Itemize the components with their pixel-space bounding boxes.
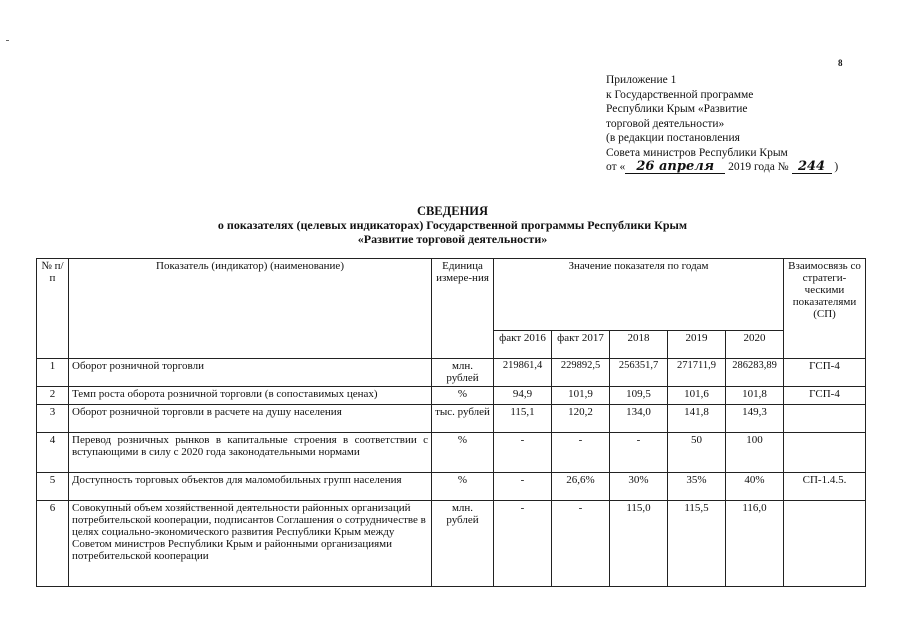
header-year: 2018 [610,331,668,359]
row-value: 115,0 [610,501,668,587]
row-indicator: Доступность торговых объектов для маломобильных групп населения [69,473,432,501]
table-row [37,433,866,473]
appendix-date-line [606,160,838,175]
header-num: № п/п [37,259,69,359]
header-year: 2019 [668,331,726,359]
appendix-line: Совета министров Республики Крым [606,146,788,159]
scan-mark [6,40,9,41]
row-link [784,433,866,473]
row-num: 1 [37,359,69,387]
table-row [37,473,866,501]
row-value: - [552,501,610,587]
row-value: 30% [610,473,668,501]
header-values: Значение показателя по годам [494,259,784,331]
row-unit: тыс. рублей [432,405,494,433]
document-subtitle-2: «Развитие торговой деятельности» [357,232,548,246]
header-year: факт 2017 [552,331,610,359]
row-unit: млн. рублей [432,501,494,587]
row-indicator: Оборот розничной торговли [69,359,432,387]
row-link: ГСП-4 [784,387,866,405]
table-row [37,387,866,405]
row-value: 26,6% [552,473,610,501]
row-value: - [552,433,610,473]
row-value: 35% [668,473,726,501]
row-unit: % [432,387,494,405]
row-link: СП-1.4.5. [784,473,866,501]
row-indicator: Совокупный объем хозяйственной деятельности районных организаций потребительской кооперации, подписантов Соглашения о сотрудничестве в целях социально-экономического развития Республики Крым между Советом министров Республики Крым и районными организациями потребительской кооперации [69,501,432,587]
row-value: 229892,5 [552,359,610,387]
row-value: 101,8 [726,387,784,405]
row-value: 149,3 [726,405,784,433]
row-indicator: Оборот розничной торговли в расчете на душу населения [69,405,432,433]
row-unit: % [432,473,494,501]
row-value: - [494,501,552,587]
row-link [784,405,866,433]
row-value: - [494,433,552,473]
row-value: 94,9 [494,387,552,405]
header-indicator: Показатель (индикатор) (наименование) [69,259,432,359]
header-unit: Единица измере-ния [432,259,494,359]
row-value: 101,6 [668,387,726,405]
appendix-line: торговой деятельности» [606,117,725,130]
handwritten-date: 26 апреля [625,161,725,174]
row-value: 256351,7 [610,359,668,387]
date-suffix: 2019 года № [728,161,789,173]
row-num: 5 [37,473,69,501]
row-value: 116,0 [726,501,784,587]
table-row [37,501,866,587]
row-value: - [494,473,552,501]
date-prefix: от « [606,161,626,173]
header-year: 2020 [726,331,784,359]
row-value: 115,5 [668,501,726,587]
row-num: 3 [37,405,69,433]
row-unit: % [432,433,494,473]
appendix-line: к Государственной программе [606,88,754,101]
row-value: 40% [726,473,784,501]
appendix-line: Приложение 1 [606,74,677,86]
row-value: 115,1 [494,405,552,433]
row-num: 4 [37,433,69,473]
appendix-line: (в редакции постановления [606,132,740,144]
row-num: 2 [37,387,69,405]
appendix-block [606,73,838,175]
row-value: - [610,433,668,473]
row-value: 100 [726,433,784,473]
close-paren: ) [834,161,839,173]
row-link: ГСП-4 [784,359,866,387]
row-value: 50 [668,433,726,473]
indicators-table [36,258,866,587]
document-title: СВЕДЕНИЯ [416,204,489,218]
row-indicator: Темп роста оборота розничной торговли (в сопоставимых ценах) [69,387,432,405]
table-row [37,359,866,387]
header-link: Взаимосвязь со стратеги-ческими показателями (СП) [784,259,866,359]
row-value: 271711,9 [668,359,726,387]
document-subtitle: о показателях (целевых индикаторах) Государственной программы Республики Крым [217,218,688,232]
row-value: 286283,89 [726,359,784,387]
page-number: 8 [838,58,843,68]
row-value: 109,5 [610,387,668,405]
row-num: 6 [37,501,69,587]
appendix-line: Республики Крым «Развитие [606,103,748,115]
handwritten-number: 244 [792,161,832,174]
row-value: 141,8 [668,405,726,433]
row-value: 219861,4 [494,359,552,387]
row-unit: млн. рублей [432,359,494,387]
row-indicator: Перевод розничных рынков в капитальные строения в соответствии с вступающими в силу с 2020 года законодательными нормами [69,433,432,473]
row-value: 120,2 [552,405,610,433]
table-row [37,405,866,433]
row-link [784,501,866,587]
header-year: факт 2016 [494,331,552,359]
row-value: 134,0 [610,405,668,433]
row-value: 101,9 [552,387,610,405]
